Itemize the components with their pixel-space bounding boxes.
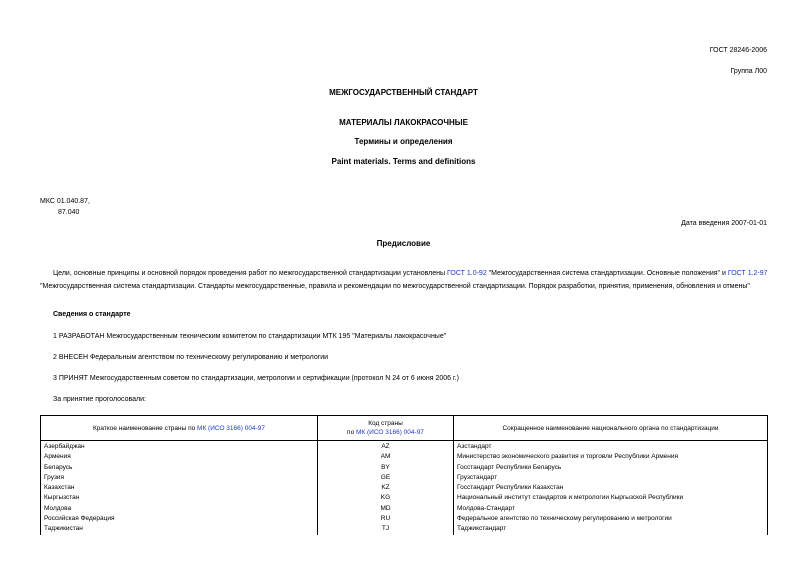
table-row xyxy=(41,463,768,473)
introduction-date: Дата введения 2007-01-01 xyxy=(681,220,767,227)
english-title: Paint materials. Terms and definitions xyxy=(331,157,476,166)
header-country-prefix: Краткое наименование страны по xyxy=(93,424,198,432)
gost-1-2-97-link[interactable]: ГОСТ 1.2-97 xyxy=(727,270,768,277)
item-developed: 1 РАЗРАБОТАН Межгосударственным техническим комитетом по стандартизации МТК 195 "Материалы лакокрасочные" xyxy=(53,333,447,340)
header-country-name xyxy=(41,416,318,441)
country-code: KG xyxy=(318,493,454,503)
document-number: ГОСТ 28246-2006 xyxy=(709,47,767,54)
table-row xyxy=(41,473,768,483)
national-body: Национальный институт стандартов и метрологии Кыргызской Республики xyxy=(454,493,768,503)
country-name: Казахстан xyxy=(41,483,318,493)
national-body: Азстандарт xyxy=(454,441,768,453)
document-subtitle: Термины и определения xyxy=(354,137,453,146)
voted-for-label: За принятие проголосовали: xyxy=(53,396,146,403)
about-standard-heading: Сведения о стандарте xyxy=(53,311,131,318)
table-row xyxy=(41,483,768,493)
national-body: Таджикстандарт xyxy=(454,524,768,534)
country-name: Грузия xyxy=(41,473,318,483)
mks-code-line1: МКС 01.040.87, xyxy=(40,198,90,205)
national-body: Министерство экономического развития и торговли Республики Армения xyxy=(454,452,768,462)
country-name: Азербайджан xyxy=(41,441,318,453)
table-row xyxy=(41,493,768,503)
header-code-line1: Код страны xyxy=(368,420,403,427)
document-title: МАТЕРИАЛЫ ЛАКОКРАСОЧНЫЕ xyxy=(339,118,468,127)
table-row xyxy=(41,452,768,462)
table-row xyxy=(41,524,768,534)
country-name: Российская Федерация xyxy=(41,514,318,524)
country-name: Таджикистан xyxy=(41,524,318,534)
country-code: RU xyxy=(318,514,454,524)
preface-heading: Предисловие xyxy=(376,239,431,248)
country-code: KZ xyxy=(318,483,454,493)
mk-iso-3166-code-link[interactable]: МК (ИСО 3166) 004-97 xyxy=(356,429,424,436)
mk-iso-3166-link[interactable]: МК (ИСО 3166) 004-97 xyxy=(197,424,265,432)
standard-type-title: МЕЖГОСУДАРСТВЕННЫЙ СТАНДАРТ xyxy=(329,88,478,97)
table-header-row xyxy=(41,416,768,441)
country-code: AZ xyxy=(318,441,454,453)
country-code: BY xyxy=(318,463,454,473)
gost-1-0-92-link[interactable]: ГОСТ 1.0-92 xyxy=(446,270,487,277)
national-body: Госстандарт Республики Беларусь xyxy=(454,463,768,473)
table-row xyxy=(41,441,768,453)
country-code: GE xyxy=(318,473,454,483)
header-national-body: Сокращенное наименование национального органа по стандартизации xyxy=(454,416,768,441)
preface-text-part3: "Межгосударственная система стандартизации. Стандарты межгосударственные, правила и рекомендации по межгосударственной стандартизации. Порядок разработки, принятия, применения, обновления и отмены" xyxy=(40,283,750,290)
country-name: Беларусь xyxy=(41,463,318,473)
item-adopted: 3 ПРИНЯТ Межгосударственным советом по стандартизации, метрологии и сертификации (протокол N 24 от 6 июня 2006 г.) xyxy=(53,375,459,382)
national-body: Грузстандарт xyxy=(454,473,768,483)
national-body: Молдова-Стандарт xyxy=(454,504,768,514)
national-body: Федеральное агентство по техническому регулированию и метрологии xyxy=(454,514,768,524)
table-row xyxy=(41,514,768,524)
voting-countries-table xyxy=(40,415,768,535)
country-name: Молдова xyxy=(41,504,318,514)
item-submitted: 2 ВНЕСЕН Федеральным агентством по техническому регулированию и метрологии xyxy=(53,354,329,361)
country-code: TJ xyxy=(318,524,454,534)
country-name: Кыргызстан xyxy=(41,493,318,503)
mks-code-line2: 87.040 xyxy=(58,209,80,216)
country-code: AM xyxy=(318,452,454,462)
header-code-prefix: по xyxy=(347,429,356,436)
country-name: Армения xyxy=(41,452,318,462)
country-code: MD xyxy=(318,504,454,514)
preface-text-part1: Цели, основные принципы и основной порядок проведения работ по межгосударственной стандартизации установлены xyxy=(53,270,447,277)
document-group: Группа Л00 xyxy=(730,68,767,75)
table-row xyxy=(41,504,768,514)
preface-text-part2: "Межгосударственная система стандартизации. Основные положения" и xyxy=(486,270,728,277)
national-body: Госстандарт Республики Казахстан xyxy=(454,483,768,493)
header-country-code xyxy=(318,416,454,441)
preface-paragraph xyxy=(40,267,768,293)
